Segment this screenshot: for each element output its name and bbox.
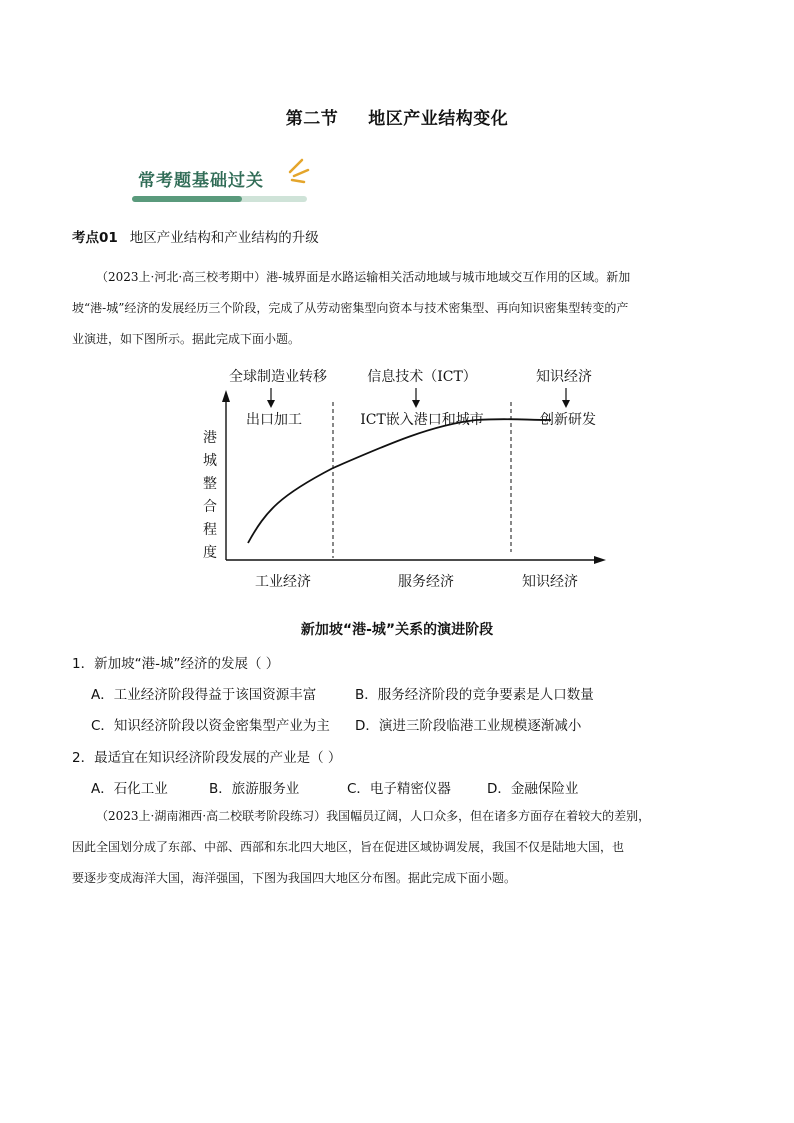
- activity-label-2: ICT嵌入港口和城市: [360, 412, 484, 428]
- y-axis-label-char: 整: [203, 476, 217, 492]
- intro-paragraph-1: [72, 262, 728, 355]
- driver-arrowhead-2: [412, 400, 420, 408]
- driver-label-1: 全球制造业转移: [229, 369, 327, 385]
- q2-option-a: A．石化工业: [91, 781, 168, 797]
- intro2-line-1: （2023上·湖南湘西·高二校联考阶段练习）我国幅员辽阔，人口众多，但在诸多方面存在着较大的差别，: [96, 809, 651, 823]
- q1-option-b: B．服务经济阶段的竞争要素是人口数量: [355, 687, 594, 703]
- figure-caption: 新加坡“港-城”关系的演进阶段: [300, 622, 494, 638]
- stage-label-3: 知识经济: [522, 574, 578, 590]
- q2-option-d: D．金融保险业: [487, 781, 579, 797]
- kaodian-heading: [72, 226, 319, 246]
- y-axis-label-char: 城: [203, 453, 217, 469]
- driver-arrowhead-3: [562, 400, 570, 408]
- intro1-line-2: 坡“港-城”经济的发展经历三个阶段，完成了从劳动密集型向资本与技术密集型、再向知识密集型转变的产: [72, 301, 629, 315]
- activity-label-1: 出口加工: [246, 412, 302, 428]
- intro2-line-3: 要逐步变成海洋大国，海洋强国，下图为我国四大地区分布图。据此完成下面小题。: [72, 871, 517, 885]
- y-axis-label: [203, 430, 217, 561]
- q2-option-c: C．电子精密仪器: [347, 781, 451, 797]
- port-city-chart: [196, 360, 616, 596]
- q2-option-b: B．旅游服务业: [209, 781, 300, 797]
- x-axis-arrow: [594, 556, 606, 564]
- y-axis-label-char: 程: [203, 522, 217, 538]
- stage-label-1: 工业经济: [255, 574, 311, 590]
- banner-label: 常考题基础过关: [138, 171, 264, 191]
- driver-arrowhead-1: [267, 400, 275, 408]
- driver-label-2: 信息技术（ICT）: [367, 369, 477, 385]
- page-title: [0, 104, 794, 129]
- title-topic: 地区产业结构变化: [368, 109, 509, 129]
- y-axis-label-char: 度: [203, 545, 217, 561]
- q1-option-c: C．知识经济阶段以资金密集型产业为主: [91, 718, 330, 734]
- question-2: 2．最适宜在知识经济阶段发展的产业是（ ）: [72, 750, 342, 766]
- kaodian-text: 地区产业结构和产业结构的升级: [129, 230, 319, 246]
- title-section: 第二节: [285, 109, 339, 129]
- kaodian-label: 考点01: [72, 230, 118, 246]
- y-axis-label-char: 港: [203, 430, 217, 446]
- intro1-line-3: 业演进，如下图所示。据此完成下面小题。: [72, 332, 301, 346]
- series-line: [248, 419, 551, 543]
- driver-label-3: 知识经济: [536, 369, 592, 385]
- activity-label-3: 创新研发: [540, 412, 596, 428]
- intro1-line-1: （2023上·河北·高三校考期中）港-城界面是水路运输相关活动地域与城市地域交互作用的区域。新加: [96, 270, 631, 284]
- intro2-line-2: 因此全国划分成了东部、中部、西部和东北四大地区，旨在促进区域协调发展，我国不仅是陆地大国，也: [72, 840, 625, 854]
- q1-option-a: A．工业经济阶段得益于该国资源丰富: [91, 687, 317, 703]
- intro-paragraph-2: [72, 801, 728, 894]
- y-axis-arrow: [222, 390, 230, 402]
- q1-option-d: D．演进三阶段临港工业规模逐渐减小: [355, 718, 582, 734]
- y-axis-label-char: 合: [203, 499, 217, 515]
- stage-label-2: 服务经济: [398, 574, 454, 590]
- question-1: 1．新加坡“港-城”经济的发展（ ）: [72, 656, 280, 672]
